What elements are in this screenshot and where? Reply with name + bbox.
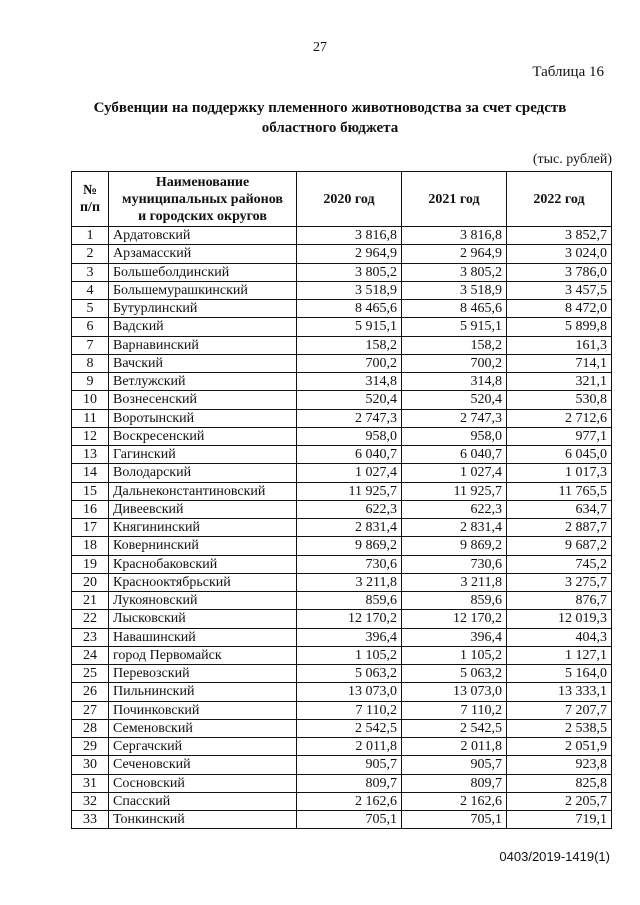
value-2021: 622,3 (402, 500, 507, 518)
district-name: Вадский (109, 318, 297, 336)
district-name: Гагинский (109, 446, 297, 464)
table-row (72, 665, 612, 683)
row-number: 24 (72, 646, 109, 664)
district-name: Большемурашкинский (109, 281, 297, 299)
value-2021: 158,2 (402, 336, 507, 354)
value-2021: 314,8 (402, 373, 507, 391)
row-number: 12 (72, 427, 109, 445)
table-row (72, 227, 612, 245)
value-2020: 958,0 (297, 427, 402, 445)
title-line-2: областного бюджета (261, 120, 399, 136)
value-2022: 5 164,0 (507, 665, 612, 683)
table-row (72, 628, 612, 646)
row-number: 9 (72, 373, 109, 391)
value-2022: 321,1 (507, 373, 612, 391)
row-number: 17 (72, 519, 109, 537)
value-2022: 9 687,2 (507, 537, 612, 555)
value-2020: 2 747,3 (297, 409, 402, 427)
value-2022: 2 205,7 (507, 792, 612, 810)
value-2020: 705,1 (297, 811, 402, 829)
district-name: Лысковский (109, 610, 297, 628)
district-name: Володарский (109, 464, 297, 482)
district-name: Воротынский (109, 409, 297, 427)
value-2022: 3 024,0 (507, 245, 612, 263)
value-2022: 2 051,9 (507, 738, 612, 756)
value-2022: 745,2 (507, 555, 612, 573)
value-2022: 2 538,5 (507, 719, 612, 737)
table-row (72, 263, 612, 281)
district-name: Большеболдинский (109, 263, 297, 281)
row-number: 19 (72, 555, 109, 573)
value-2022: 2 712,6 (507, 409, 612, 427)
title-line-1: Субвенции на поддержку племенного животноводства за счет средств (93, 100, 567, 116)
value-2021: 5 915,1 (402, 318, 507, 336)
table-row (72, 555, 612, 573)
district-name: Вачский (109, 354, 297, 372)
table-row (72, 300, 612, 318)
value-2021: 2 747,3 (402, 409, 507, 427)
value-2021: 2 162,6 (402, 792, 507, 810)
row-number: 13 (72, 446, 109, 464)
value-2022: 634,7 (507, 500, 612, 518)
value-2022: 11 765,5 (507, 482, 612, 500)
table-header-row (72, 172, 612, 227)
value-2021: 3 816,8 (402, 227, 507, 245)
subsidy-table (71, 171, 612, 829)
value-2020: 11 925,7 (297, 482, 402, 500)
row-number: 10 (72, 391, 109, 409)
table-row (72, 519, 612, 537)
row-number: 16 (72, 500, 109, 518)
row-number: 31 (72, 774, 109, 792)
table-row (72, 373, 612, 391)
district-name: Перевозский (109, 665, 297, 683)
table-row (72, 573, 612, 591)
district-name: Ветлужский (109, 373, 297, 391)
table-row (72, 610, 612, 628)
district-name: Пильнинский (109, 683, 297, 701)
value-2020: 700,2 (297, 354, 402, 372)
value-2021: 700,2 (402, 354, 507, 372)
value-2022: 404,3 (507, 628, 612, 646)
value-2021: 2 542,5 (402, 719, 507, 737)
value-2021: 809,7 (402, 774, 507, 792)
value-2021: 2 011,8 (402, 738, 507, 756)
value-2021: 6 040,7 (402, 446, 507, 464)
value-2020: 396,4 (297, 628, 402, 646)
row-number: 20 (72, 573, 109, 591)
district-name: Сосновский (109, 774, 297, 792)
value-2022: 719,1 (507, 811, 612, 829)
row-number: 5 (72, 300, 109, 318)
header-2022: 2022 год (507, 172, 612, 227)
district-name: Ардатовский (109, 227, 297, 245)
table-row (72, 738, 612, 756)
value-2021: 1 027,4 (402, 464, 507, 482)
document-code: 0403/2019-1419(1) (499, 849, 610, 864)
row-number: 26 (72, 683, 109, 701)
value-2020: 314,8 (297, 373, 402, 391)
value-2022: 7 207,7 (507, 701, 612, 719)
district-name: Тонкинский (109, 811, 297, 829)
header-2021: 2021 год (402, 172, 507, 227)
row-number: 4 (72, 281, 109, 299)
value-2022: 876,7 (507, 592, 612, 610)
row-number: 18 (72, 537, 109, 555)
row-number: 6 (72, 318, 109, 336)
value-2021: 1 105,2 (402, 646, 507, 664)
value-2021: 13 073,0 (402, 683, 507, 701)
table-row (72, 482, 612, 500)
document-title (60, 98, 600, 138)
value-2022: 3 275,7 (507, 573, 612, 591)
value-2022: 3 786,0 (507, 263, 612, 281)
table-row (72, 719, 612, 737)
value-2020: 3 211,8 (297, 573, 402, 591)
row-number: 32 (72, 792, 109, 810)
value-2021: 958,0 (402, 427, 507, 445)
table-row (72, 756, 612, 774)
table-row (72, 774, 612, 792)
row-number: 29 (72, 738, 109, 756)
table-row (72, 500, 612, 518)
value-2020: 12 170,2 (297, 610, 402, 628)
value-2022: 714,1 (507, 354, 612, 372)
table-row (72, 446, 612, 464)
value-2020: 6 040,7 (297, 446, 402, 464)
row-number: 33 (72, 811, 109, 829)
value-2020: 3 816,8 (297, 227, 402, 245)
row-number: 23 (72, 628, 109, 646)
value-2021: 396,4 (402, 628, 507, 646)
row-number: 28 (72, 719, 109, 737)
value-2020: 5 915,1 (297, 318, 402, 336)
table-row (72, 464, 612, 482)
value-2020: 859,6 (297, 592, 402, 610)
district-name: Навашинский (109, 628, 297, 646)
value-2020: 2 542,5 (297, 719, 402, 737)
table-row (72, 646, 612, 664)
value-2021: 520,4 (402, 391, 507, 409)
district-name: Краснооктябрьский (109, 573, 297, 591)
value-2022: 2 887,7 (507, 519, 612, 537)
row-number: 14 (72, 464, 109, 482)
value-2021: 705,1 (402, 811, 507, 829)
row-number: 27 (72, 701, 109, 719)
header-2020: 2020 год (297, 172, 402, 227)
district-name: Сеченовский (109, 756, 297, 774)
value-2020: 730,6 (297, 555, 402, 573)
value-2022: 1 017,3 (507, 464, 612, 482)
table-row (72, 811, 612, 829)
value-2020: 622,3 (297, 500, 402, 518)
table-row (72, 391, 612, 409)
district-name: Починковский (109, 701, 297, 719)
header-name: Наименование муниципальных районов и городских округов (109, 172, 297, 227)
value-2020: 1 027,4 (297, 464, 402, 482)
table-row (72, 245, 612, 263)
value-2021: 11 925,7 (402, 482, 507, 500)
row-number: 2 (72, 245, 109, 263)
table-row (72, 281, 612, 299)
value-2022: 530,8 (507, 391, 612, 409)
table-row (72, 336, 612, 354)
district-name: Арзамасский (109, 245, 297, 263)
row-number: 7 (72, 336, 109, 354)
value-2022: 5 899,8 (507, 318, 612, 336)
row-number: 1 (72, 227, 109, 245)
table-row (72, 354, 612, 372)
value-2021: 12 170,2 (402, 610, 507, 628)
value-2021: 3 211,8 (402, 573, 507, 591)
value-2021: 2 964,9 (402, 245, 507, 263)
row-number: 15 (72, 482, 109, 500)
row-number: 3 (72, 263, 109, 281)
district-name: Ковернинский (109, 537, 297, 555)
value-2020: 2 831,4 (297, 519, 402, 537)
value-2020: 2 011,8 (297, 738, 402, 756)
value-2020: 1 105,2 (297, 646, 402, 664)
district-name: Дальнеконстантиновский (109, 482, 297, 500)
value-2022: 161,3 (507, 336, 612, 354)
units-label: (тыс. рублей) (532, 152, 612, 167)
value-2020: 158,2 (297, 336, 402, 354)
value-2020: 905,7 (297, 756, 402, 774)
value-2021: 7 110,2 (402, 701, 507, 719)
district-name: Вознесенский (109, 391, 297, 409)
value-2020: 2 964,9 (297, 245, 402, 263)
value-2021: 730,6 (402, 555, 507, 573)
district-name: Спасский (109, 792, 297, 810)
district-name: Сергачский (109, 738, 297, 756)
value-2020: 3 518,9 (297, 281, 402, 299)
row-number: 30 (72, 756, 109, 774)
row-number: 8 (72, 354, 109, 372)
table-row (72, 792, 612, 810)
value-2022: 8 472,0 (507, 300, 612, 318)
table-row (72, 409, 612, 427)
value-2022: 3 852,7 (507, 227, 612, 245)
row-number: 11 (72, 409, 109, 427)
value-2022: 12 019,3 (507, 610, 612, 628)
value-2021: 859,6 (402, 592, 507, 610)
district-name: Семеновский (109, 719, 297, 737)
value-2022: 6 045,0 (507, 446, 612, 464)
value-2022: 825,8 (507, 774, 612, 792)
value-2022: 13 333,1 (507, 683, 612, 701)
value-2020: 13 073,0 (297, 683, 402, 701)
value-2020: 7 110,2 (297, 701, 402, 719)
value-2022: 1 127,1 (507, 646, 612, 664)
district-name: Дивеевский (109, 500, 297, 518)
table-row (72, 427, 612, 445)
page-number: 27 (313, 40, 327, 55)
district-name: Краснобаковский (109, 555, 297, 573)
value-2021: 5 063,2 (402, 665, 507, 683)
value-2020: 809,7 (297, 774, 402, 792)
district-name: Бутурлинский (109, 300, 297, 318)
header-number: № п/п (72, 172, 109, 227)
district-name: город Первомайск (109, 646, 297, 664)
value-2020: 8 465,6 (297, 300, 402, 318)
district-name: Воскресенский (109, 427, 297, 445)
value-2021: 905,7 (402, 756, 507, 774)
district-name: Лукояновский (109, 592, 297, 610)
value-2022: 977,1 (507, 427, 612, 445)
table-row (72, 683, 612, 701)
table-row (72, 701, 612, 719)
value-2021: 3 805,2 (402, 263, 507, 281)
value-2020: 520,4 (297, 391, 402, 409)
value-2021: 9 869,2 (402, 537, 507, 555)
value-2021: 2 831,4 (402, 519, 507, 537)
row-number: 25 (72, 665, 109, 683)
table-label: Таблица 16 (532, 64, 604, 80)
row-number: 21 (72, 592, 109, 610)
table-row (72, 318, 612, 336)
table-row (72, 592, 612, 610)
table-body (72, 227, 612, 829)
table-row (72, 537, 612, 555)
value-2022: 923,8 (507, 756, 612, 774)
district-name: Княгининский (109, 519, 297, 537)
value-2022: 3 457,5 (507, 281, 612, 299)
value-2020: 2 162,6 (297, 792, 402, 810)
value-2021: 8 465,6 (402, 300, 507, 318)
row-number: 22 (72, 610, 109, 628)
district-name: Варнавинский (109, 336, 297, 354)
value-2021: 3 518,9 (402, 281, 507, 299)
value-2020: 5 063,2 (297, 665, 402, 683)
value-2020: 9 869,2 (297, 537, 402, 555)
value-2020: 3 805,2 (297, 263, 402, 281)
